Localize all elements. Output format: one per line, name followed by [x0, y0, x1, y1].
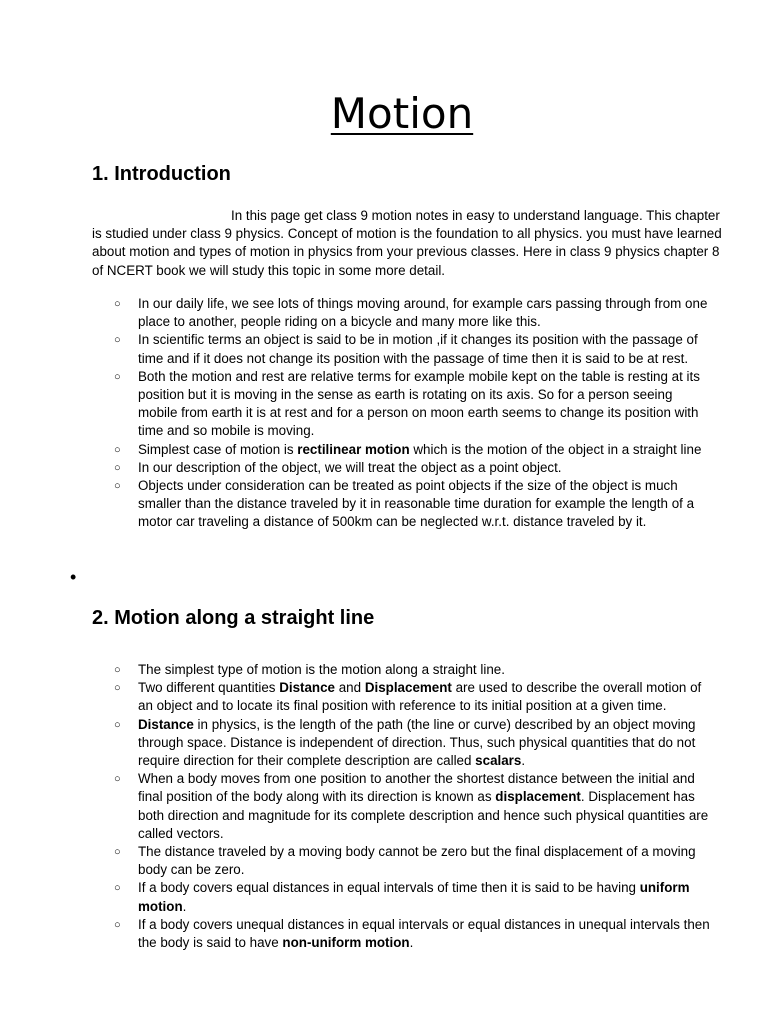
- list-item: [0, 770, 714, 843]
- bold-term: Distance: [138, 716, 194, 732]
- hollow-circle-bullet-icon: ○: [114, 334, 121, 347]
- list-item: [0, 679, 714, 715]
- list-item-text: In scientific terms an object is said to be in motion ,if it changes its position with the passage of time and if it does not change its position with the passage of time then it is said to be at rest.: [138, 332, 698, 366]
- list-item-text: In our daily life, we see lots of things moving around, for example cars passing through from one place to another, people riding on a bicycle and many more like this.: [138, 296, 708, 330]
- list-item: [0, 477, 714, 532]
- introduction-list: [0, 295, 768, 532]
- hollow-circle-bullet-icon: ○: [114, 682, 121, 695]
- list-item-text: When a body moves from one position to another the shortest distance between the initial and final position of the body along with its direction is known as: [138, 771, 695, 805]
- list-item: [0, 661, 714, 679]
- bold-term: Distance: [279, 680, 336, 696]
- list-item-text: and: [335, 680, 365, 696]
- list-item-text: If a body covers equal distances in equal intervals of time then it is said to be having: [138, 880, 640, 896]
- bold-term: uniform motion: [138, 880, 690, 914]
- hollow-circle-bullet-icon: ○: [114, 480, 121, 493]
- list-item: [0, 843, 714, 879]
- list-item-text: . Displacement has both direction and magnitude for its complete description and hence such physical quantities are called vectors.: [138, 789, 709, 841]
- list-item-text: .: [409, 935, 414, 951]
- hollow-circle-bullet-icon: ○: [114, 443, 121, 456]
- hollow-circle-bullet-icon: ○: [114, 298, 121, 310]
- list-item: [0, 295, 714, 331]
- list-item: [0, 368, 714, 441]
- list-item-text: The distance traveled by a moving body cannot be zero but the final displacement of a moving body can be zero.: [138, 844, 696, 878]
- list-item-text: in physics, is the length of the path (the line or curve) described by an object moving through space. Distance is independent of direction. Thus, such physical quantities that do not require direction for their complete description are called: [138, 716, 696, 769]
- bold-term: Displacement: [364, 680, 452, 696]
- hollow-circle-bullet-icon: ○: [114, 846, 121, 859]
- hollow-circle-bullet-icon: ○: [114, 882, 121, 895]
- list-item-text: Objects under consideration can be treated as point objects if the size of the object is much smaller than the distance traveled by it in reasonable time duration for example the length of a motor car traveling a distance of 500km can be neglected w.r.t. distance traveled by it.: [138, 478, 695, 530]
- list-item-text: .: [182, 898, 187, 914]
- list-item-text: Two different quantities: [138, 680, 280, 696]
- bold-term: rectilinear motion: [297, 441, 410, 457]
- bold-term: displacement: [495, 789, 581, 805]
- list-item: [0, 331, 714, 367]
- hollow-circle-bullet-icon: ○: [114, 461, 121, 474]
- section-heading-introduction: 1. Introduction: [92, 163, 231, 185]
- hollow-circle-bullet-icon: ○: [114, 773, 121, 786]
- list-item-text: In our description of the object, we will treat the object as a point object.: [138, 459, 562, 475]
- list-item-text: which is the motion of the object in a straight line: [409, 441, 702, 457]
- list-item: [0, 459, 714, 477]
- hollow-circle-bullet-icon: ○: [114, 918, 121, 931]
- intro-text: In this page get class 9 motion notes in easy to understand language. This chapter is studied under class 9 physics. Concept of motion is the foundation to all physics. you must have learned about motion and types of motion in physics from your previous classes. Here in class 9 physics chapter 8 of NCERT book we will study this topic in some more detail.: [92, 208, 722, 278]
- list-item-text: Both the motion and rest are relative terms for example mobile kept on the table is resting at its position but it is moving in the sense as earth is rotating on its axis. So for a person seeing mobile from earth it is at rest and for a person on moon earth seems to change its position with time and so mobile is moving.: [138, 368, 700, 439]
- hollow-circle-bullet-icon: ○: [114, 664, 121, 676]
- list-item-text: are used to describe the overall motion of an object and to locate its final position with reference to its initial position at a given time.: [138, 680, 702, 714]
- list-item-text: The simplest type of motion is the motion along a straight line.: [138, 662, 505, 677]
- bold-term: scalars: [475, 753, 522, 769]
- page-title: Motion: [330, 89, 474, 138]
- section-heading-straight-line: 2. Motion along a straight line: [92, 607, 375, 629]
- list-item-text: If a body covers unequal distances in equal intervals or equal distances in unequal intervals then the body is said to have: [138, 916, 710, 951]
- hollow-circle-bullet-icon: ○: [114, 718, 121, 731]
- list-item-text: .: [521, 753, 526, 769]
- list-item: [0, 716, 714, 771]
- filled-bullet-icon: •: [70, 567, 77, 587]
- list-item: [0, 916, 714, 952]
- list-item: [0, 441, 714, 459]
- intro-paragraph: [92, 207, 722, 280]
- hollow-circle-bullet-icon: ○: [114, 370, 121, 383]
- straight-line-list: [0, 661, 768, 952]
- bold-term: non-uniform motion: [282, 935, 410, 951]
- list-item-text: Simplest case of motion is: [138, 441, 298, 457]
- list-item: [0, 879, 714, 915]
